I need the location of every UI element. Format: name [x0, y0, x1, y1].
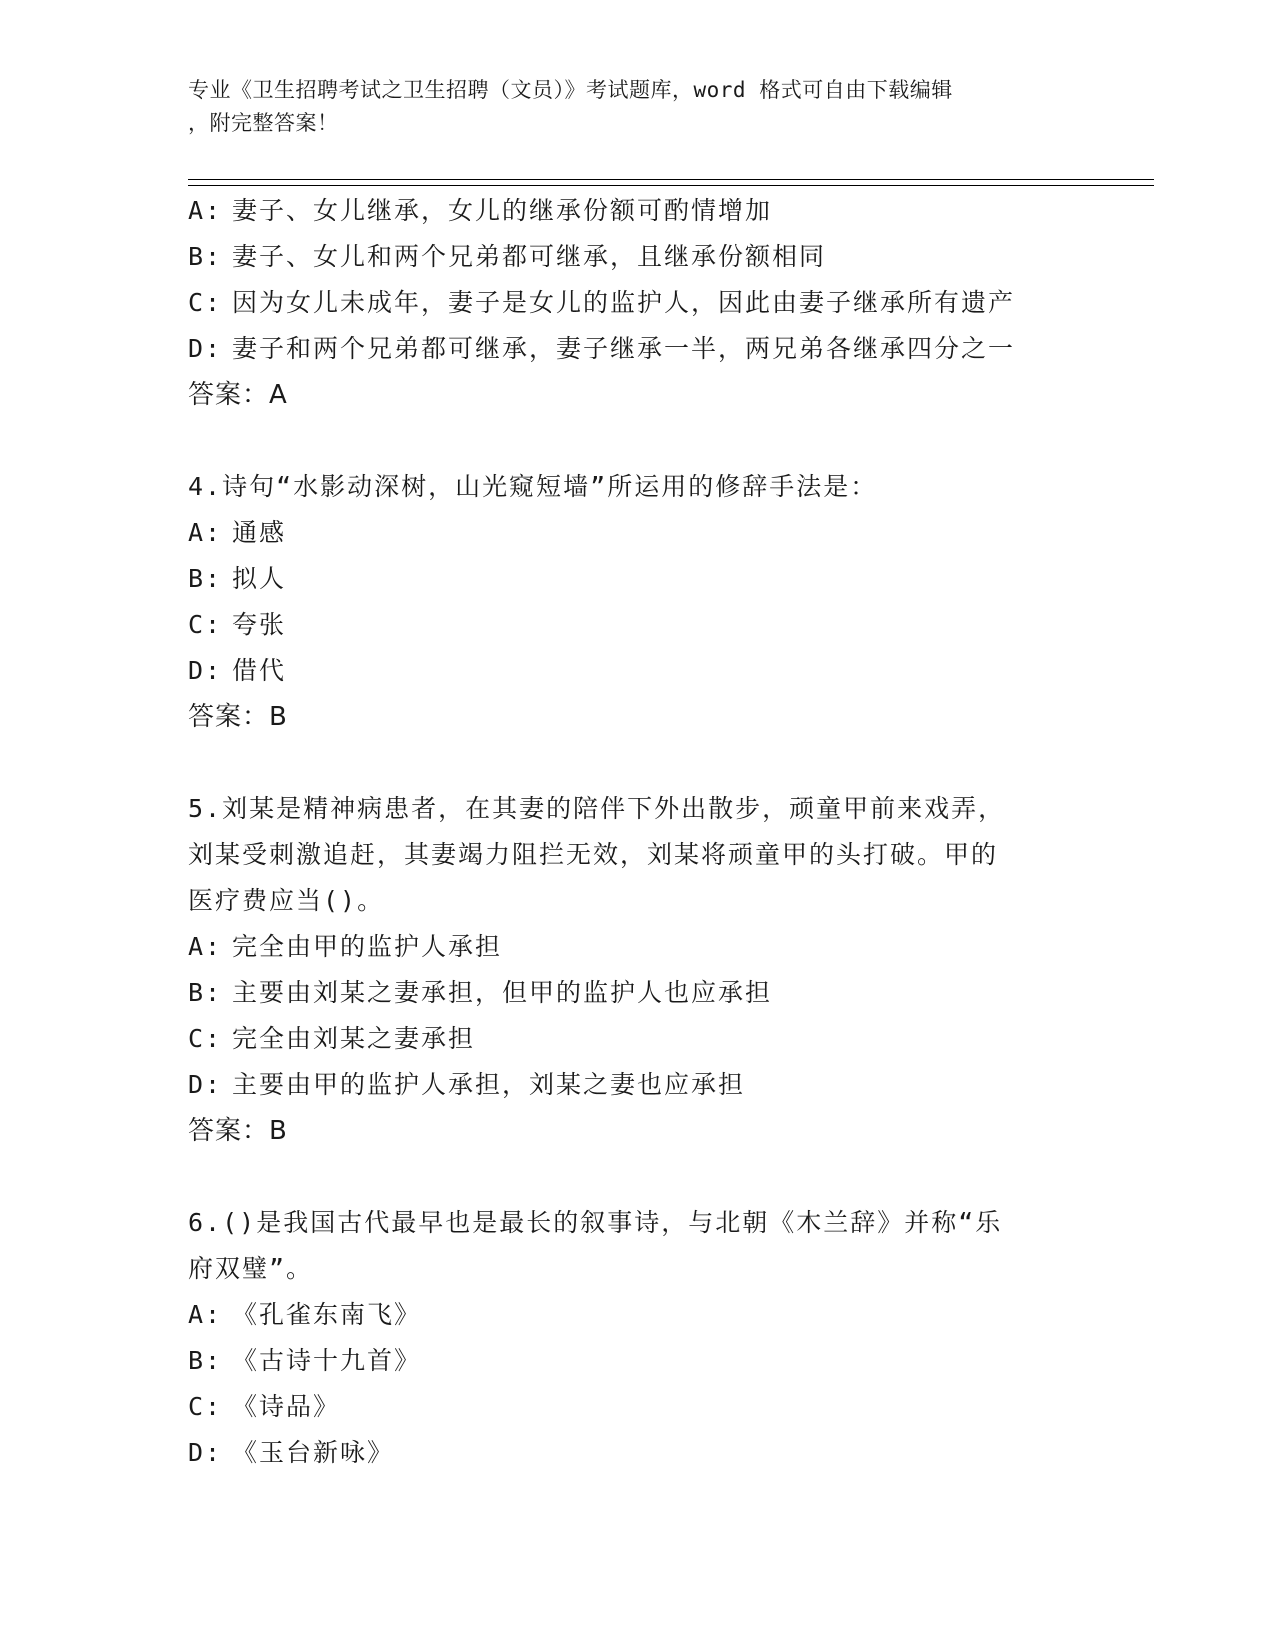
option-c [188, 280, 1088, 326]
question-4 [188, 464, 1088, 740]
question-stem-line-3: 医疗费应当()。 [188, 886, 385, 915]
question-5 [188, 786, 1088, 1154]
option-text: 夸张 [232, 610, 287, 639]
option-text: 完全由刘某之妻承担 [232, 1024, 476, 1053]
option-b [188, 234, 1088, 280]
option-label: A: [188, 518, 223, 547]
option-label: A: [188, 1300, 223, 1329]
option-a [188, 924, 1088, 970]
option-text: 拟人 [232, 564, 287, 593]
document-header [188, 74, 1088, 140]
option-text: 《诗品》 [232, 1392, 341, 1421]
option-label: C: [188, 1392, 223, 1421]
option-text: 《玉台新咏》 [232, 1438, 395, 1467]
option-label: D: [188, 334, 223, 363]
option-text: 妻子、女儿继承，女儿的继承份额可酌情增加 [232, 196, 773, 225]
spacer [188, 740, 1088, 786]
question-stem-line-1: 6.()是我国古代最早也是最长的叙事诗，与北朝《木兰辞》并称“乐 [188, 1208, 1003, 1237]
option-c [188, 1016, 1088, 1062]
option-a [188, 188, 1088, 234]
option-d [188, 1062, 1088, 1108]
header-line-2: ，附完整答案！ [188, 111, 339, 135]
question-stem-line-2: 府双璧”。 [188, 1254, 314, 1283]
answer: 答案：B [188, 1116, 288, 1146]
option-label: B: [188, 978, 223, 1007]
option-d [188, 1430, 1088, 1476]
option-c [188, 602, 1088, 648]
option-a [188, 1292, 1088, 1338]
spacer [188, 1154, 1088, 1200]
option-text: 主要由刘某之妻承担，但甲的监护人也应承担 [232, 978, 773, 1007]
option-d [188, 648, 1088, 694]
option-b [188, 970, 1088, 1016]
question-stem-line-2: 刘某受刺激追赶，其妻竭力阻拦无效，刘某将顽童甲的头打破。甲的 [188, 840, 999, 869]
question-6 [188, 1200, 1088, 1476]
option-b [188, 556, 1088, 602]
question-list [188, 188, 1088, 1476]
option-text: 《古诗十九首》 [232, 1346, 422, 1375]
option-text: 因为女儿未成年，妻子是女儿的监护人，因此由妻子继承所有遗产 [232, 288, 1016, 317]
option-text: 通感 [232, 518, 287, 547]
option-label: B: [188, 242, 223, 271]
option-text: 妻子、女儿和两个兄弟都可继承，且继承份额相同 [232, 242, 827, 271]
option-text: 主要由甲的监护人承担，刘某之妻也应承担 [232, 1070, 746, 1099]
header-line-1: 专业《卫生招聘考试之卫生招聘（文员）》考试题库，word 格式可自由下载编辑 [188, 78, 953, 102]
option-d [188, 326, 1088, 372]
option-label: B: [188, 1346, 223, 1375]
option-label: B: [188, 564, 223, 593]
header-rule-top [188, 179, 1154, 180]
answer: 答案：B [188, 702, 288, 732]
option-label: D: [188, 656, 223, 685]
option-label: C: [188, 288, 223, 317]
option-text: 完全由甲的监护人承担 [232, 932, 503, 961]
question-stem: 4.诗句“水影动深树，山光窥短墙”所运用的修辞手法是： [188, 472, 878, 501]
spacer [188, 418, 1088, 464]
option-text: 妻子和两个兄弟都可继承，妻子继承一半，两兄弟各继承四分之一 [232, 334, 1016, 363]
option-text: 《孔雀东南飞》 [232, 1300, 422, 1329]
option-a [188, 510, 1088, 556]
option-label: A: [188, 196, 223, 225]
header-rule-bottom [188, 185, 1154, 186]
option-text: 借代 [232, 656, 287, 685]
answer: 答案：A [188, 380, 288, 410]
option-label: A: [188, 932, 223, 961]
option-label: C: [188, 610, 223, 639]
option-b [188, 1338, 1088, 1384]
option-label: D: [188, 1070, 223, 1099]
option-label: D: [188, 1438, 223, 1467]
option-c [188, 1384, 1088, 1430]
question-3 [188, 188, 1088, 418]
question-stem-line-1: 5.刘某是精神病患者，在其妻的陪伴下外出散步，顽童甲前来戏弄， [188, 794, 1006, 823]
option-label: C: [188, 1024, 223, 1053]
